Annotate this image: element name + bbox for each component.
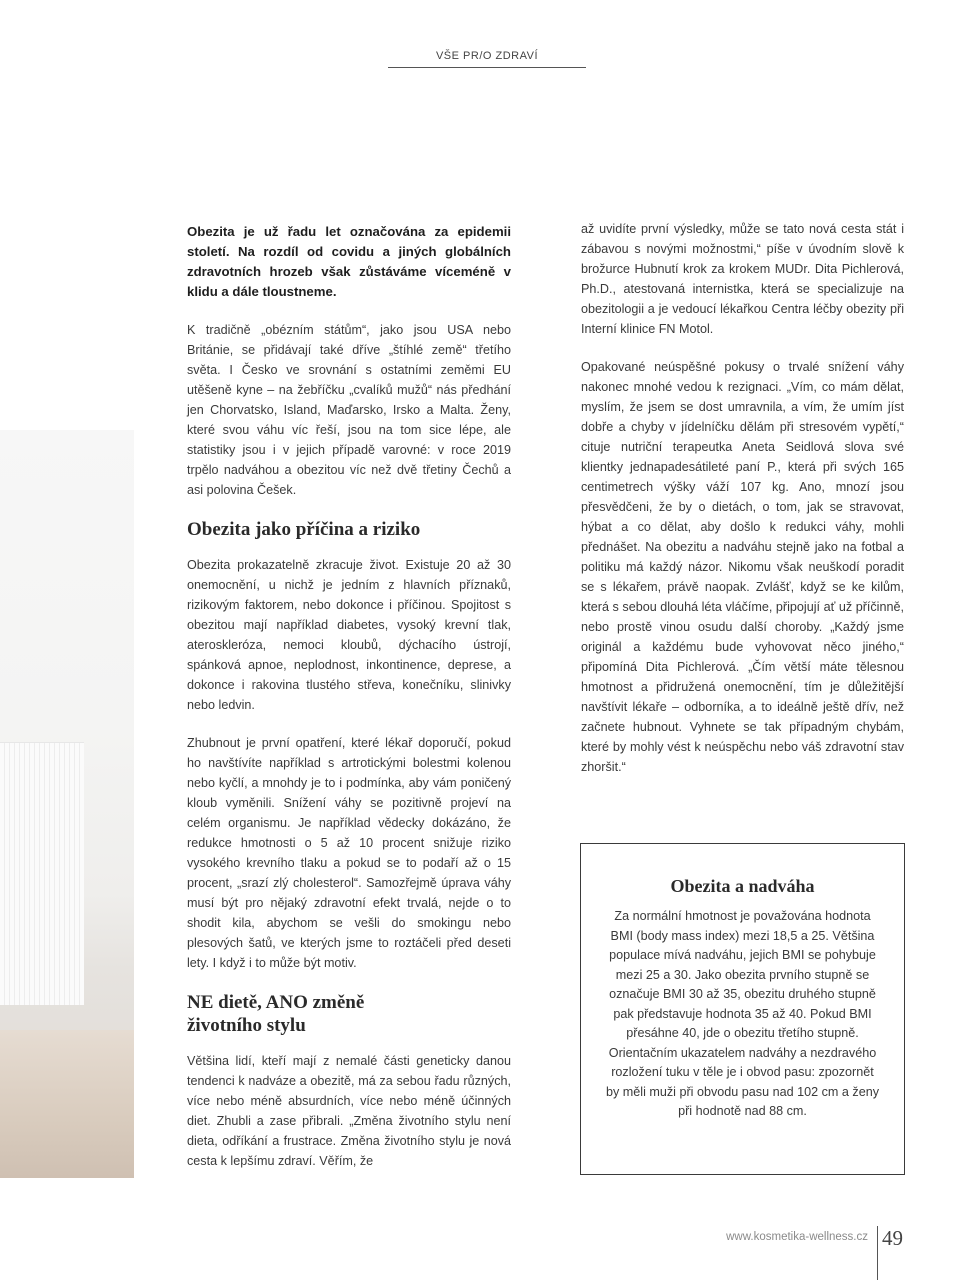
page-number: 49 (882, 1226, 903, 1250)
subheading-lifestyle-line2: životního stylu (187, 1015, 306, 1036)
sidebar-box-title: Obezita a nadváha (670, 876, 815, 896)
wooden-floor-image (0, 1030, 134, 1178)
right-article-column (581, 219, 904, 795)
paragraph-weight-loss: Zhubnout je první opatření, které lékař doporučí, pokud ho navštívíte například s artrotickými bolestmi kolenou nebo kyčlí, a mnohdy je to i podmínka, aby vám poničený kloub vyměnili. Snížení váhy se pozitivně projeví na celém organismu. Je například vědecky dokázáno, že redukce hmotnosti o 5 až 10 procent snižuje riziko vysokého krevního tlaku a pokud se to podaří až o 15 procent, „srazí zlý cholesterol“. Samozřejmě úprava váhy musí být pro nějaký zdravotní efekt trvalá, nejde o to shodit kila, abychom se vešli do smokingu nebo plesových šatů, ve kterých jsme to roztáčeli před deseti lety. I když i to může být motiv. (187, 736, 511, 970)
header-divider (388, 67, 586, 68)
paragraph-attempts: Opakované neúspěšné pokusy o trvalé snížení váhy nakonec mnohé vedou k rezignaci. „Vím, co mám dělat, myslím, že jsem se dost umravnila, a vím, že umím jíst dobře a chyby v jídelníčku dělám při stresovém vypětí,“ cituje nutriční terapeutka Aneta Seidlová slova své klientky jednapadesátileté paní P., která při svých 165 centimetrech výšky váží 107 kg. Ano, mnozí jsou přesvědčeni, že by o dietách, o tom, jak se stravovat, hýbat a co dělat, aby došlo k redukci váhy, mohli přednášet. Na obezitu a nadváhu stejně jako na fotbal a politiku má každý názor. Nikomu však neuškodí poradit se s lékařem, právě naopak. Zvlášť, když se ke kilům, která s sebou dlouhá léta vláčíme, připojují ať už příčinně, nebo prostě vinou osudu další choroby. „Každý jsme originál a každému bude vyhovovat něco jiného,“ připomíná Dita Pichlerová. „Čím větší máte tělesnou hmotnost a přidružená onemocnění, tím je důležitější navštívit lékaře – odborníka, a to ideálně ještě dřív, než začnete hubnout. Vyhnete se tak případným chybám, které by mohly vést k neúspěchu nebo váš zdravotní stav zhoršit.“ (581, 360, 904, 774)
sidebar-box-body: Za normální hmotnost je považována hodnota BMI (body mass index) mezi 18,5 a 25. Většina populace mívá nadváhu, jejich BMI se pohybuje mezi 25 a 30. Jako obezita prvního stupně se označuje BMI 30 až 35, obezitu druhého stupně pak představuje hodnota 35 až 40. Pokud BMI přesáhne 40, jde o obezitu třetího stupně. Orientačním ukazatelem nadváhy a nezdravého rozložení tuku v těle je i obvod pasu: zpozornět by měli muži při obvodu pasu nad 102 cm a ženy při hodnotě nad 88 cm. (605, 909, 879, 1118)
radiator-image (0, 742, 84, 1005)
section-header: VŠE PR/O ZDRAVÍ (435, 50, 539, 62)
left-article-column (187, 222, 511, 1189)
footer-website-link[interactable]: www.kosmetika-wellness.cz (726, 1231, 868, 1243)
article-intro: K tradičně „obézním státům“, jako jsou USA nebo Británie, se přidávají také dříve „štíhlé země“ třetího světa. I Česko ve srovnání s ostatními zeměmi EU utěšeně kyne – na žebříčku „cvalíků mužů“ nás předhání jen Chorvatsko, Island, Maďarsko, Irsko a Malta. Ženy, které svou váhu víc řeší, jsou na tom sice lépe, ale statistiky jsou i v jejich případě varovné: v roce 2019 trpělo nadváhou a obezitou víc než dvě třetiny Čechů a asi polovina Češek. (187, 323, 511, 497)
article-lead: Obezita je už řadu let označována za epidemii století. Na rozdíl od covidu a jiných globálních zdravotních hrozeb však zůstáváme víceméně v klidu a dále tloustneme. (187, 224, 511, 299)
subheading-obesity-cause: Obezita jako příčina a riziko (187, 519, 421, 540)
subheading-lifestyle (187, 991, 511, 1037)
paragraph-obesity-cause: Obezita prokazatelně zkracuje život. Existuje 20 až 30 onemocnění, u nichž je jedním z hlavních příznaků, rizikovým faktorem, nebo dokonce i příčinou. Spojitost s obezitou mají například diabetes, vysoký krevní tlak, ateroskleróza, nemoci kloubů, dýchacího ústrojí, spánková apnoe, neplodnost, inkontinence, deprese, a dokonce i rakovina tlustého střeva, konečníku, slinivky nebo ledvin. (187, 558, 511, 712)
paragraph-lifestyle: Většina lidí, kteří mají z nemalé části geneticky danou tendenci k nadváze a obezitě, má za sebou řadu různých, více nebo méně absurdních, více nebo méně účinných diet. Zhubli a zase přibrali. „Změna životního stylu není dieta, odříkání a frustrace. Změna životního stylu je nová cesta k lepšímu zdraví. Věřím, že (187, 1054, 511, 1168)
subheading-lifestyle-line1: NE dietě, ANO změně (187, 992, 365, 1013)
interior-photo (0, 430, 134, 1178)
footer-divider (877, 1226, 878, 1280)
paragraph-continuation: až uvidíte první výsledky, může se tato nová cesta stát i zábavou s novými možnostmi,“ píše v úvodním slově k brožurce Hubnutí krok za krokem MUDr. Dita Pichlerová, Ph.D., atestovaná internistka, která se specializuje na obezitologii a je vedoucí lékařkou Centra léčby obezity při Interní klinice FN Motol. (581, 222, 904, 336)
sidebar-box-bmi (580, 843, 905, 1175)
